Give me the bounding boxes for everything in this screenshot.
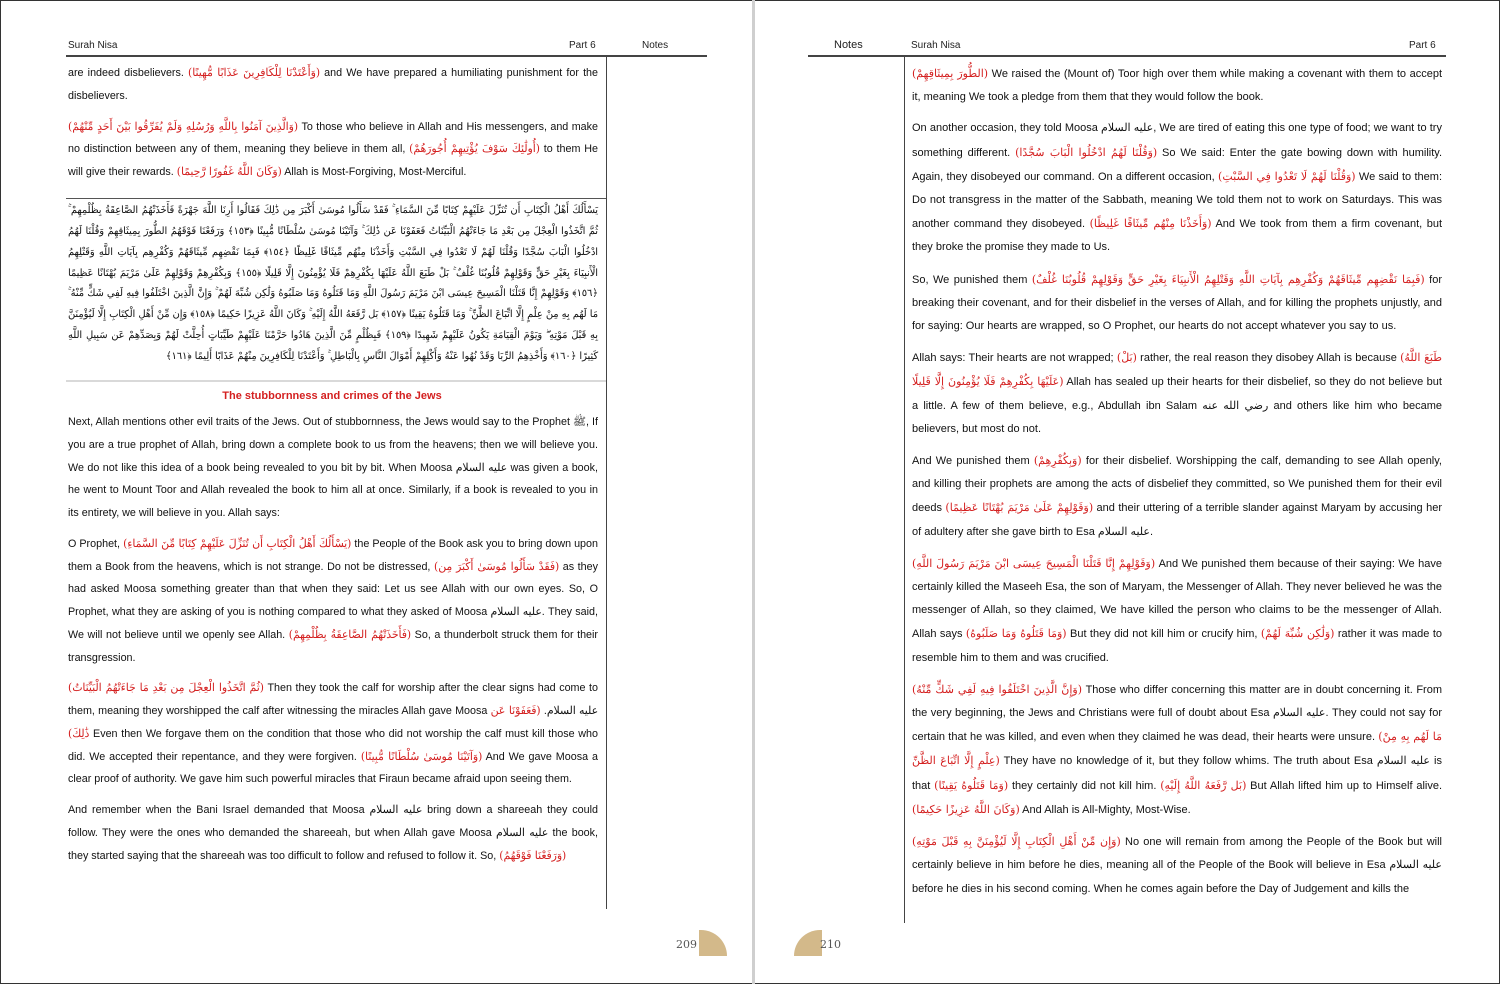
arabic-quote: (وَإِن مِّنْ أَهْلِ الْكِتَابِ إِلَّا لَيُؤْمِنَنَّ بِهِ قَبْلَ مَوْتِهِ) xyxy=(912,835,1121,849)
paragraph: (وَالَّذِينَ آمَنُوا بِاللَّهِ وَرُسُلِهِ وَلَمْ يُفَرِّقُوا بَيْنَ أَحَدٍ مِّنْهُمْ) To those who believe in Allah and His messengers, and make no distinction between any of them, meaning they believe in them all, (أُولَٰئِكَ سَوْفَ يُؤْتِيهِمْ أُجُورَهُمْ) to them He will give their rewards. (وَكَانَ اللَّهُ غَفُورًا رَّحِيمًا) Allah is Most-Forgiving, Most-Merciful. xyxy=(68,119,598,178)
arabic-quote: (بَل رَّفَعَهُ اللَّهُ إِلَيْهِ) xyxy=(1160,778,1247,792)
arabic-quote: (وَأَعْتَدْنَا لِلْكَافِرِينَ عَذَابًا مُّهِينًا) xyxy=(188,66,321,79)
book-spine xyxy=(752,0,755,984)
arabic-quote: (فَقَدْ سَأَلُوا مُوسَىٰ أَكْبَرَ مِن) xyxy=(433,559,560,573)
quran-block-bottom-rule xyxy=(66,380,606,382)
arabic-quote: (وَالَّذِينَ آمَنُوا بِاللَّهِ وَرُسُلِهِ وَلَمْ يُفَرِّقُوا بَيْنَ أَحَدٍ مِّنْهُمْ) xyxy=(68,119,299,133)
header-surah: Surah Nisa xyxy=(68,40,118,51)
arabic-quote: (طَبَعَ اللَّهُ عَلَيْهَا بِكُفْرِهِمْ فَلَا يُؤْمِنُونَ إِلَّا قَلِيلًا) xyxy=(912,351,1443,389)
arabic-quote: (فَأَخَذَتْهُمُ الصَّاعِقَةُ بِظُلْمِهِمْ) xyxy=(288,627,412,641)
paragraph: (وَقَوْلِهِمْ إِنَّا قَتَلْنَا الْمَسِيحَ عِيسَى ابْنَ مَرْيَمَ رَسُولَ اللَّهِ) And We punished them because of their saying: We have certainly killed the Maseeh Esa, the son of Maryam, the Messenger of Allah. They never believed he was the messenger of Allah, so they claimed, We have killed the person who claims to be the messenger of Allah. Allah says (وَمَا قَتَلُوهُ وَمَا صَلَبُوهُ) But they did not kill him or crucify him, (وَلَٰكِن شُبِّهَ لَهُمْ) rather it was made to resemble him to them and was crucified. xyxy=(912,556,1442,664)
arabic-quote: (وَمَا قَتَلُوهُ يَقِينًا) xyxy=(934,778,1009,792)
paragraph: So, We punished them (فَبِمَا نَقْضِهِم مِّيثَاقَهُمْ وَكُفْرِهِم بِآيَاتِ اللَّهِ وَقَتْلِهِمُ الْأَنبِيَاءَ بِغَيْرِ حَقٍّ وَقَوْلِهِمْ قُلُوبُنَا غُلْفٌ) for breaking their covenant, and for their disbelief in the verses of Allah, and for killing the prophets unjustly, and for saying: Our hearts are wrapped, so O Prophet, our hearts do not accept whatever you say to us. xyxy=(912,272,1442,333)
paragraph: And We punished them (وَبِكُفْرِهِمْ) for their disbelief. Worshipping the calf, demanding to see Allah openly, and killing their prophets are among the acts of disbelief they committed, so We punished them for their evil deeds (وَقَوْلِهِمْ عَلَىٰ مَرْيَمَ بُهْتَانًا عَظِيمًا) and their uttering of a terrible slander against Maryam by accusing her of adultery after she gave birth to Esa عليه السلام. xyxy=(912,454,1442,538)
arabic-quote: (أُولَٰئِكَ سَوْفَ يُؤْتِيهِمْ أُجُورَهُمْ) xyxy=(409,142,540,156)
page-number: 209 xyxy=(676,938,697,951)
arabic-quote: (بَلْ) xyxy=(1116,351,1137,365)
arabic-quote: (وَأَخَذْنَا مِنْهُم مِّيثَاقًا غَلِيظًا) xyxy=(1089,217,1212,231)
paragraph: are indeed disbelievers. (وَأَعْتَدْنَا لِلْكَافِرِينَ عَذَابًا مُّهِينًا) and We have prepared a humiliating punishment for the disbelievers. xyxy=(68,66,599,102)
arabic-quote: (وَقَوْلِهِمْ عَلَىٰ مَرْيَمَ بُهْتَانًا عَظِيمًا) xyxy=(945,501,1094,515)
arabic-quote: (وَقَوْلِهِمْ إِنَّا قَتَلْنَا الْمَسِيحَ عِيسَى ابْنَ مَرْيَمَ رَسُولَ اللَّهِ) xyxy=(912,556,1156,570)
intro-text xyxy=(68,62,598,192)
header-rule xyxy=(66,55,707,57)
body-text xyxy=(68,411,598,875)
arabic-quote: (وَقُلْنَا لَهُمْ لَا تَعْدُوا فِي السَّبْتِ) xyxy=(1218,169,1356,183)
paragraph: O Prophet, (يَسْأَلُكَ أَهْلُ الْكِتَابِ أَن تُنَزِّلَ عَلَيْهِمْ كِتَابًا مِّنَ السَّمَاءِ) the People of the Book ask you to bring down upon them a Book from the heavens, which is not strange. Do not be distressed, (فَقَدْ سَأَلُوا مُوسَىٰ أَكْبَرَ مِن) as they had asked Moosa something greater than that when they said: Let us see Allah with our own eyes. So, O Prophet, what they are asking of you is nothing compared to what they asked of Moosa عليه السلام. They said, We will not believe until we openly see Allah. (فَأَخَذَتْهُمُ الصَّاعِقَةُ بِظُلْمِهِمْ) So, a thunderbolt struck them for their transgression. xyxy=(68,536,598,664)
page-corner-tab xyxy=(794,930,822,956)
paragraph: And remember when the Bani Israel demanded that Moosa عليه السلام bring down a shareeah they could follow. They were the ones who demanded the shareeah, but when Allah gave Moosa عليه السلام the book, they started saying that the shareeah was too difficult to follow and refused to follow it. So, (وَرَفَعْنَا فَوْقَهُمُ) xyxy=(68,804,599,862)
body-text xyxy=(912,62,1442,909)
paragraph: (وَإِنَّ الَّذِينَ اخْتَلَفُوا فِيهِ لَفِي شَكٍّ مِّنْهُ) Those who differ concerning this matter are in doubt concerning it. From the very beginning, the Jews and Christians were full of doubt about Esa عليه السلام. They could not say for certain that he was killed, and even when they claimed he was dead, their hearts were unsure. (مَا لَهُم بِهِ مِنْ عِلْمٍ إِلَّا اتِّبَاعَ الظَّنِّ) They have no knowledge of it, but they follow whims. The truth about Esa عليه السلام is that (وَمَا قَتَلُوهُ يَقِينًا) they certainly did not kill him. (بَل رَّفَعَهُ اللَّهُ إِلَيْهِ) But Allah lifted him up to Himself alive. (وَكَانَ اللَّهُ عَزِيزًا حَكِيمًا) And Allah is All-Mighty, Most-Wise. xyxy=(912,682,1443,816)
arabic-quote: (فَبِمَا نَقْضِهِم مِّيثَاقَهُمْ وَكُفْرِهِم بِآيَاتِ اللَّهِ وَقَتْلِهِمُ الْأَنبِيَاءَ بِغَيْرِ حَقٍّ وَقَوْلِهِمْ قُلُوبُنَا غُلْفٌ) xyxy=(1031,272,1425,286)
header-part: Part 6 xyxy=(569,40,596,51)
arabic-quote: (وَمَا قَتَلُوهُ وَمَا صَلَبُوهُ) xyxy=(965,627,1067,641)
page-number: 210 xyxy=(820,938,841,951)
notes-column-divider xyxy=(904,57,905,923)
right-page xyxy=(756,0,1500,984)
arabic-quote: (يَسْأَلُكَ أَهْلُ الْكِتَابِ أَن تُنَزِّلَ عَلَيْهِمْ كِتَابًا مِّنَ السَّمَاءِ) xyxy=(123,536,352,550)
paragraph: Next, Allah mentions other evil traits of the Jews. Out of stubbornness, the Jews would say to the Prophet ﷺ, If you are a true prophet of Allah, bring down a complete book to us from the heavens; then we will believe you. We do not like this idea of a book being revealed to you bit by bit. When Moosa عليه السلام was given a book, he went to Mount Toor and Allah revealed the book to him all at once. Similarly, if a book is revealed to you in its entirety, we will believe in you. Allah says: xyxy=(68,416,598,519)
arabic-quote: (وَكَانَ اللَّهُ غَفُورًا رَّحِيمًا) xyxy=(176,165,282,178)
header-notes: Notes xyxy=(642,40,669,51)
arabic-quote: (ثُمَّ اتَّخَذُوا الْعِجْلَ مِن بَعْدِ مَا جَاءَتْهُمُ الْبَيِّنَاتُ) xyxy=(68,681,264,695)
arabic-quote: (وَرَفَعْنَا فَوْقَهُمُ) xyxy=(499,848,567,862)
paragraph: (ثُمَّ اتَّخَذُوا الْعِجْلَ مِن بَعْدِ مَا جَاءَتْهُمُ الْبَيِّنَاتُ) Then they took the calf for worship after the clear signs had come to them, meaning they worshipped the calf after witnessing the miracles Allah gave Moosa عليه السلام. (فَعَفَوْنَا عَن ذَٰلِكَ) Even then We forgave them on the condition that those who did not worship the calf must kill those who did. We accepted their repentance, and they were forgiven. (وَآتَيْنَا مُوسَىٰ سُلْطَانًا مُّبِينًا) And We gave Moosa a clear proof of authority. We gave him such powerful miracles that Firaun became afraid upon seeing them. xyxy=(68,681,598,786)
header-notes: Notes xyxy=(834,39,863,51)
paragraph: (وَإِن مِّنْ أَهْلِ الْكِتَابِ إِلَّا لَيُؤْمِنَنَّ بِهِ قَبْلَ مَوْتِهِ) No one will remain from among the People of the Book but will certainly believe in him before he dies, meaning all of the People of the Book will believe in Esa عليه السلام before he dies in his second coming. When he comes again before the Day of Judgement and kills the xyxy=(912,835,1443,895)
arabic-quote: (وَإِنَّ الَّذِينَ اخْتَلَفُوا فِيهِ لَفِي شَكٍّ مِّنْهُ) xyxy=(912,682,1083,696)
page-corner-tab xyxy=(699,930,727,956)
quran-verses-block: يَسْأَلُكَ أَهْلُ الْكِتَابِ أَن تُنَزِّلَ عَلَيْهِمْ كِتَابًا مِّنَ السَّمَاءِ ۚ فَقَدْ سَأَلُوا مُوسَىٰ أَكْبَرَ مِن ذَٰلِكَ فَقَالُوا أَرِنَا اللَّهَ جَهْرَةً فَأَخَذَتْهُمُ الصَّاعِقَةُ بِظُلْمِهِمْ ۚ ثُمَّ اتَّخَذُوا الْعِجْلَ مِن بَعْدِ مَا جَاءَتْهُمُ الْبَيِّنَاتُ فَعَفَوْنَا عَن ذَٰلِكَ ۚ وَآتَيْنَا مُوسَىٰ سُلْطَانًا مُّبِينًا ﴿١٥٣﴾ وَرَفَعْنَا فَوْقَهُمُ الطُّورَ بِمِيثَاقِهِمْ وَقُلْنَا لَهُمُ ادْخُلُوا الْبَابَ سُجَّدًا وَقُلْنَا لَهُمْ لَا تَعْدُوا فِي السَّبْتِ وَأَخَذْنَا مِنْهُم مِّيثَاقًا غَلِيظًا ﴿١٥٤﴾ فَبِمَا نَقْضِهِم مِّيثَاقَهُمْ وَكُفْرِهِم بِآيَاتِ اللَّهِ وَقَتْلِهِمُ الْأَنبِيَاءَ بِغَيْرِ حَقٍّ وَقَوْلِهِمْ قُلُوبُنَا غُلْفٌ ۚ بَلْ طَبَعَ اللَّهُ عَلَيْهَا بِكُفْرِهِمْ فَلَا يُؤْمِنُونَ إِلَّا قَلِيلًا ﴿١٥٥﴾ وَبِكُفْرِهِمْ وَقَوْلِهِمْ عَلَىٰ مَرْيَمَ بُهْتَانًا عَظِيمًا ﴿١٥٦﴾ وَقَوْلِهِمْ إِنَّا قَتَلْنَا الْمَسِيحَ عِيسَى ابْنَ مَرْيَمَ رَسُولَ اللَّهِ وَمَا قَتَلُوهُ وَمَا صَلَبُوهُ وَلَٰكِن شُبِّهَ لَهُمْ ۚ وَإِنَّ الَّذِينَ اخْتَلَفُوا فِيهِ لَفِي شَكٍّ مِّنْهُ ۚ مَا لَهُم بِهِ مِنْ عِلْمٍ إِلَّا اتِّبَاعَ الظَّنِّ ۚ وَمَا قَتَلُوهُ يَقِينًا ﴿١٥٧﴾ بَل رَّفَعَهُ اللَّهُ إِلَيْهِ ۚ وَكَانَ اللَّهُ عَزِيزًا حَكِيمًا ﴿١٥٨﴾ وَإِن مِّنْ أَهْلِ الْكِتَابِ إِلَّا لَيُؤْمِنَنَّ بِهِ قَبْلَ مَوْتِهِ ۖ وَيَوْمَ الْقِيَامَةِ يَكُونُ عَلَيْهِمْ شَهِيدًا ﴿١٥٩﴾ فَبِظُلْمٍ مِّنَ الَّذِينَ هَادُوا حَرَّمْنَا عَلَيْهِمْ طَيِّبَاتٍ أُحِلَّتْ لَهُمْ وَبِصَدِّهِمْ عَن سَبِيلِ اللَّهِ كَثِيرًا ﴿١٦٠﴾ وَأَخْذِهِمُ الرِّبَا وَقَدْ نُهُوا عَنْهُ وَأَكْلِهِمْ أَمْوَالَ النَّاسِ بِالْبَاطِلِ ۚ وَأَعْتَدْنَا لِلْكَافِرِينَ مِنْهُمْ عَذَابًا أَلِيمًا ﴿١٦١﴾ xyxy=(68,205,598,362)
arabic-quote: (الطُّورَ بِمِيثَاقِهِمْ) xyxy=(912,67,989,80)
paragraph: On another occasion, they told Moosa عليه السلام, We are tired of eating this one type of food; we want to try something different. (وَقُلْنَا لَهُمُ ادْخُلُوا الْبَابَ سُجَّدًا) So We said: Enter the gate bowing down with humility. Again, they disobeyed our command. On a different occasion, (وَقُلْنَا لَهُمْ لَا تَعْدُوا فِي السَّبْتِ) We said to them: Do not transgress in the matter of the Sabbath, meaning We told them not to work on Saturdays. This was another command they disobeyed. (وَأَخَذْنَا مِنْهُم مِّيثَاقًا غَلِيظًا) And We took from them a firm covenant, but they broke the promise they made to Us. xyxy=(912,122,1442,254)
arabic-quote: (وَكَانَ اللَّهُ عَزِيزًا حَكِيمًا) xyxy=(912,802,1020,816)
notes-column-divider xyxy=(606,57,607,909)
header-surah: Surah Nisa xyxy=(911,40,961,51)
arabic-quote: (وَآتَيْنَا مُوسَىٰ سُلْطَانًا مُّبِينًا) xyxy=(360,749,483,763)
header-part: Part 6 xyxy=(1409,40,1436,51)
arabic-quote: (وَقُلْنَا لَهُمُ ادْخُلُوا الْبَابَ سُجَّدًا) xyxy=(1015,145,1158,159)
section-subheading: The stubbornness and crimes of the Jews xyxy=(222,390,442,402)
paragraph: (الطُّورَ بِمِيثَاقِهِمْ) We raised the (Mount of) Toor high over them while making a covenant with them to accept it, meaning We took a pledge from them that they would follow the book. xyxy=(912,67,1442,104)
arabic-quote: (فَعَفَوْنَا عَن ذَٰلِكَ) xyxy=(68,704,541,740)
arabic-quote: (وَبِكُفْرِهِمْ) xyxy=(1033,454,1082,468)
arabic-quote: (مَا لَهُم بِهِ مِنْ عِلْمٍ إِلَّا اتِّبَاعَ الظَّنِّ) xyxy=(912,730,1443,768)
paragraph: Allah says: Their hearts are not wrapped; (بَلْ) rather, the real reason they disobey Allah is because (طَبَعَ اللَّهُ عَلَيْهَا بِكُفْرِهِمْ فَلَا يُؤْمِنُونَ إِلَّا قَلِيلًا) Allah has sealed up their hearts for their disbelief, so they do not believe but a little. A few of them believe, e.g., Abdullah ibn Salam رضي الله عنه and others like him who became believers, but most do not. xyxy=(912,351,1443,435)
arabic-quote: (وَلَٰكِن شُبِّهَ لَهُمْ) xyxy=(1260,627,1335,641)
quran-block-top-rule xyxy=(66,198,606,199)
